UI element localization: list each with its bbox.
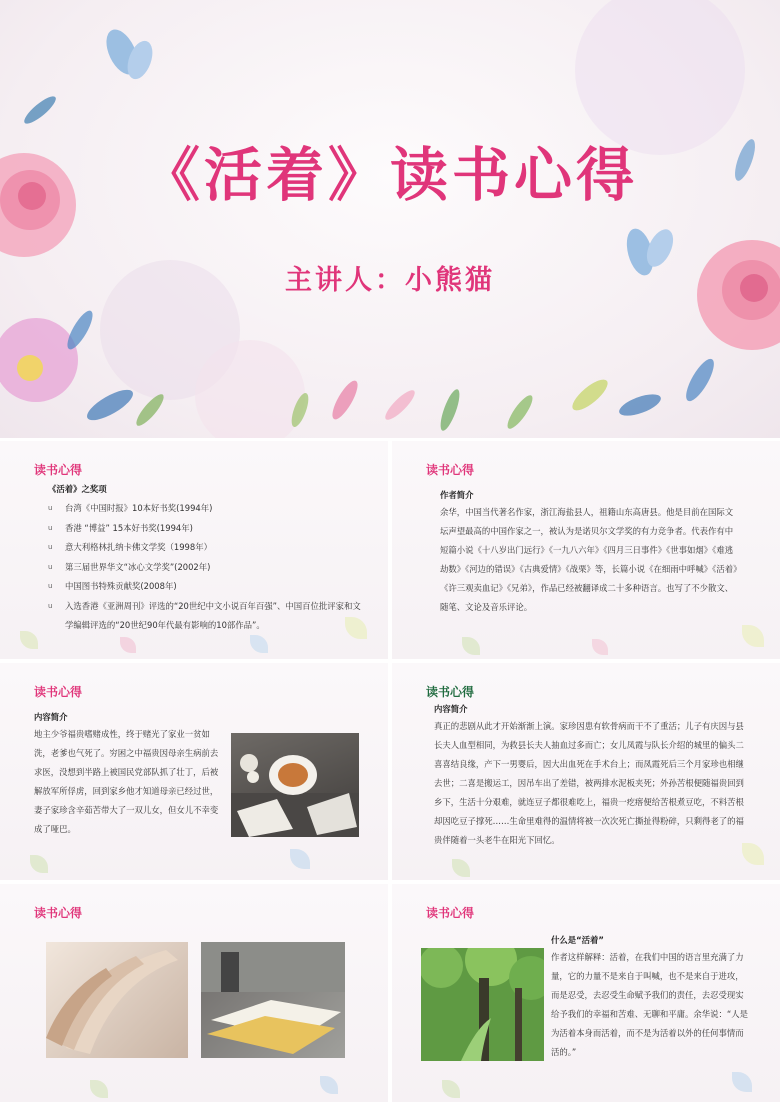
leaf-decoration	[120, 637, 136, 653]
slide-title: 读书心得	[426, 463, 475, 477]
content-heading: 内容简介	[434, 704, 468, 714]
leaf-decoration	[742, 843, 764, 865]
slide-content-plot	[392, 663, 780, 880]
leaf-decoration	[30, 855, 48, 873]
cover-presenter: 主讲人：小熊猫	[285, 265, 495, 296]
content-heading: 内容简介	[34, 712, 68, 722]
award-item: u 意大利格林扎纳卡佛文学奖（1998年）	[48, 542, 212, 552]
content-text: 真正的悲剧从此才开始渐渐上演。家珍因患有软骨病而干不了重活；儿子有庆因与县长夫人血型相同，为救县长夫人抽血过多而亡；女儿凤霞与队长介绍的城里的偏头二喜喜结良缘，产下一男婴后，因大出血死在手术台上；而凤霞死后三个月家珍也相继去世；二喜是搬运工，因吊车出了差错，被两排水泥板夹死；外孙苦根便随福贵回到乡下，生活十分艰难，就连豆子都很难吃上，福贵一疙瘩便给苦根煮豆吃，不料苦根却因吃豆子撑死……生命里难得的温情将被一次次死亡撕扯得粉碎，只剩得老了的福贵伴随着一头老牛在阳光下回忆。	[434, 721, 744, 845]
awards-heading: 《活着》之奖项	[48, 484, 107, 494]
leaf-decoration	[90, 1080, 108, 1098]
leaf-decoration	[290, 849, 310, 869]
slide-content-intro	[0, 663, 388, 880]
author-text: 余华，中国当代著名作家，浙江海盐县人，祖籍山东高唐县。他是目前在国际文坛声望最高的中国作家之一，被认为是诺贝尔文学奖的有力竞争者。代表作有中短篇小说《十八岁出门远行》《一九八六年》《四月三日事件》《世事如烟》《难逃劫数》《河边的错误》《古典爱情》《战栗》等，长篇小说《在细雨中呼喊》《活着》《许三观卖血记》《兄弟》，作品已经被翻译成二十多种语言。也写了不少散文、随笔、文论及音乐评论。	[440, 507, 738, 612]
leaf-decoration	[442, 1080, 460, 1098]
tea-book-photo	[231, 733, 359, 837]
leaf-decoration	[462, 637, 480, 655]
award-item: u 台湾《中国时报》10本好书奖(1994年)	[48, 503, 213, 513]
forest-photo	[421, 948, 544, 1061]
award-item: u 香港 “博益” 15本好书奖(1994年)	[48, 522, 193, 533]
award-item: u 中国图书特殊贡献奖(2008年)	[48, 581, 177, 591]
leaf-decoration	[250, 635, 268, 653]
slide-author	[392, 441, 780, 659]
reading-book-photo	[201, 942, 345, 1058]
slide-title: 读书心得	[426, 685, 475, 699]
cover-floral-decoration	[0, 0, 780, 438]
slide-title: 读书心得	[34, 463, 83, 477]
leaf-decoration	[320, 1076, 338, 1094]
award-item: u 入选香港《亚洲周刊》评选的“20世纪中文小说百年百强”、中国百位批评家和文学编辑评选的“20世纪90年代最有影响的10部作品”。	[48, 600, 361, 630]
slide-awards	[0, 441, 388, 659]
slide-photos	[0, 884, 388, 1102]
slide-meaning	[392, 884, 780, 1102]
slide-title: 读书心得	[426, 906, 475, 920]
leaf-decoration	[742, 625, 764, 647]
open-book-photo	[46, 942, 188, 1058]
leaf-decoration	[20, 631, 38, 649]
cover-title: 《活着》读书心得	[141, 141, 638, 209]
award-item: u 第三届世界华文“冰心文学奖”(2002年)	[48, 561, 211, 572]
meaning-text: 作者这样解释：活着，在我们中国的语言里充满了力量，它的力量不是来自于叫喊，也不是来自于进攻，而是忍受，去忍受生命赋予我们的责任，去忍受现实给予我们的幸福和苦难、无聊和平庸。余华说：“人是为活着本身而活着，而不是为活着以外的任何事情而活的。”	[551, 952, 748, 1057]
leaf-decoration	[452, 859, 470, 877]
slide-title: 读书心得	[34, 685, 83, 699]
content-text: 地主少爷福贵嗜赌成性，终于赌光了家业一贫如洗，老爹也气死了。穷困之中福贵因母亲生病前去求医，没想到半路上被国民党部队抓了壮丁，后被解放军所俘虏，回到家乡他才知道母亲已经过世，妻子家珍含辛茹苦带大了一双儿女，但女儿不幸变成了哑巴。	[34, 729, 219, 834]
slide-title: 读书心得	[34, 906, 83, 920]
cover-slide	[0, 0, 780, 438]
leaf-decoration	[732, 1072, 752, 1092]
awards-list	[48, 499, 365, 636]
author-heading: 作者简介	[440, 490, 474, 500]
leaf-decoration	[592, 639, 608, 655]
meaning-heading: 什么是“活着”	[551, 935, 604, 945]
